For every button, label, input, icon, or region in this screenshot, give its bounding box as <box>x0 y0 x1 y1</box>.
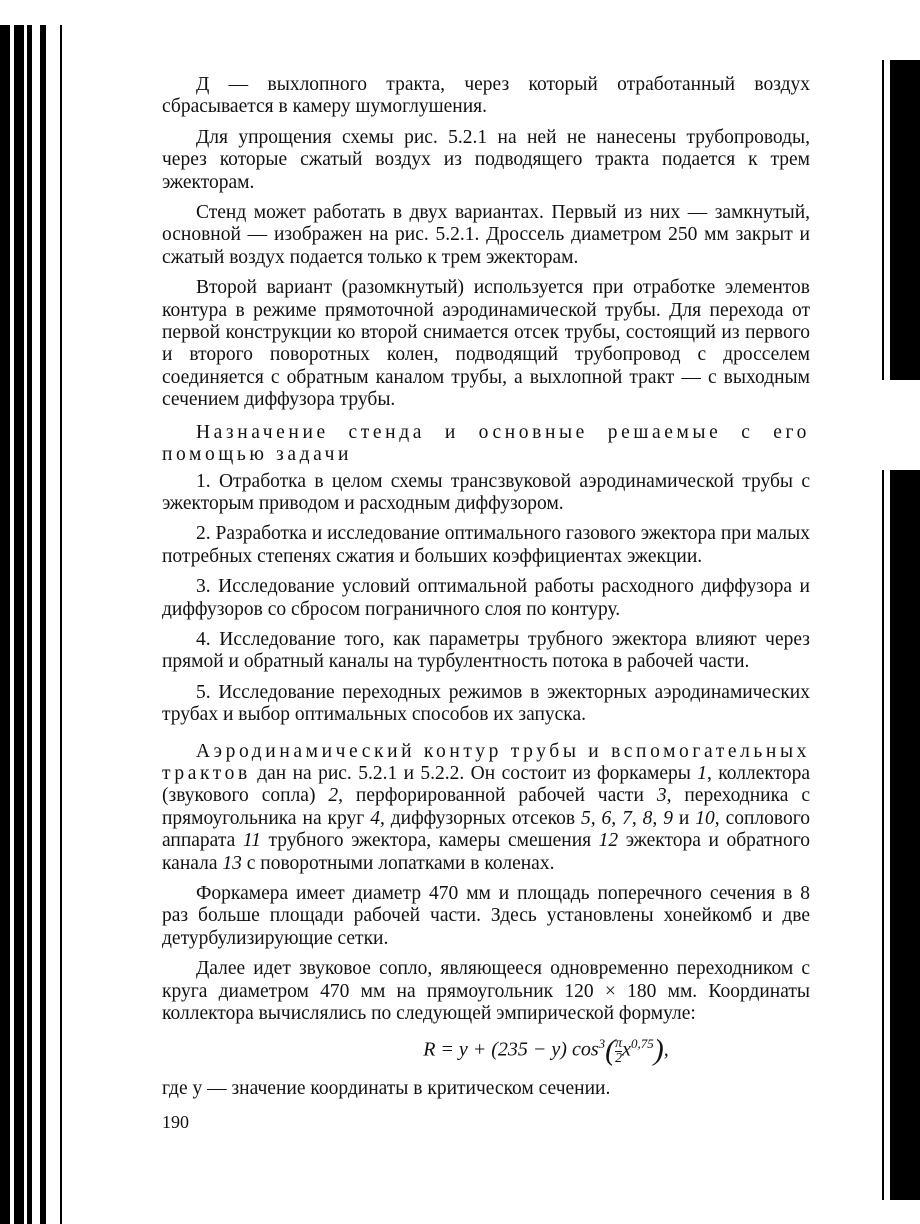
paragraph-second-variant: Второй вариант (разомкнутый) используется при отработке элементов контура в режиме прямоточной аэродинамической трубы. Для перехода от первой конструкции ко второй снимается отсек трубы, состоящий из первого и второго поворотных колен, подводящий трубопровод с дросселем соединяется с обратным каналом трубы, а выхлопной тракт — с выходным сечением диффузора трубы. <box>162 277 810 411</box>
scan-edge-right-gap <box>882 380 920 470</box>
paragraph-where: где y — значение координаты в критическом сечении. <box>162 1078 611 1099</box>
task-item: 4. Исследование того, как параметры трубного эжектора влияют через прямой и обратный каналы на турбулентность потока в рабочей части. <box>162 628 810 673</box>
task-item: 1. Отработка в целом схемы трансзвуковой аэродинамической трубы с эжекторым приводом и расходным диффузором. <box>162 470 810 514</box>
page-number: 190 <box>162 1112 189 1132</box>
task-item: 5. Исследование переходных режимов в эжекторных аэродинамических трубах и выбор оптимальных способов их запуска. <box>162 681 810 726</box>
contour-lead: Аэродинамический контур трубы и вспомогательных трактов <box>162 740 810 784</box>
task-item: 2. Разработка и исследование оптимального газового эжектора при малых потребных степенях сжатия и больших коэффициентах эжекции. <box>162 523 810 567</box>
section-heading: Назначение стенда и основные решаемые с его помощью задачи <box>162 421 810 466</box>
book-page <box>162 74 810 1108</box>
paragraph-forchamber: Форкамера имеет диаметр 470 мм и площадь поперечного сечения в 8 раз больше площади рабочей части. Здесь установлены хонейкомб и две детурбулизирующие сетки. <box>162 883 810 949</box>
task-item: 3. Исследование условий оптимальной работы расходного диффузора и диффузоров со сбросом пограничного слоя по контуру. <box>162 576 810 620</box>
formula: R = y + (235 − y) $\cos^3$( $\frac{\pi}{2}$ $x^{0,75}$), <box>423 1034 669 1068</box>
paragraph-contour: Аэродинамический контур трубы и вспомогательных трактов дан на рис. 5.2.1 и 5.2.2. Он состоит из форкамеры 1, коллектора (звукового сопла) 2, перфорированной рабочей части 3, переходника с прямоугольника на круг 4, диффузорных отсеков 5, 6, 7, 8, 9 и 10, соплового аппарата 11 трубного эжектора, камеры смешения 12 эжектора и обратного канала 13 с поворотными лопатками в коленах. <box>162 740 810 874</box>
paragraph-nozzle: Далее идет звуковое сопло, являющееся одновременно переходником с круга диаметром 470 мм на прямоугольник 120 × 180 мм. Координаты коллектора вычислялись по следующей эмпирической формуле: <box>162 958 810 1025</box>
scan-edge-right <box>860 60 920 1200</box>
paragraph-variants: Стенд может работать в двух вариантах. Первый из них — замкнутый, основной — изображен на рис. 5.2.1. Дроссель диаметром 250 мм закрыт и сжатый воздух подается только к трем эжекторам. <box>162 202 810 268</box>
paragraph-simplification: Для упрощения схемы рис. 5.2.1 на ней не нанесены трубопроводы, через которые сжатый воздух из подводящего тракта подается к трем эжекторам. <box>162 126 810 193</box>
scan-edge-left <box>0 25 72 1224</box>
paragraph-exhaust: Д — выхлопного тракта, через который отработанный воздух сбрасывается в камеру шумоглушения. <box>162 74 810 118</box>
